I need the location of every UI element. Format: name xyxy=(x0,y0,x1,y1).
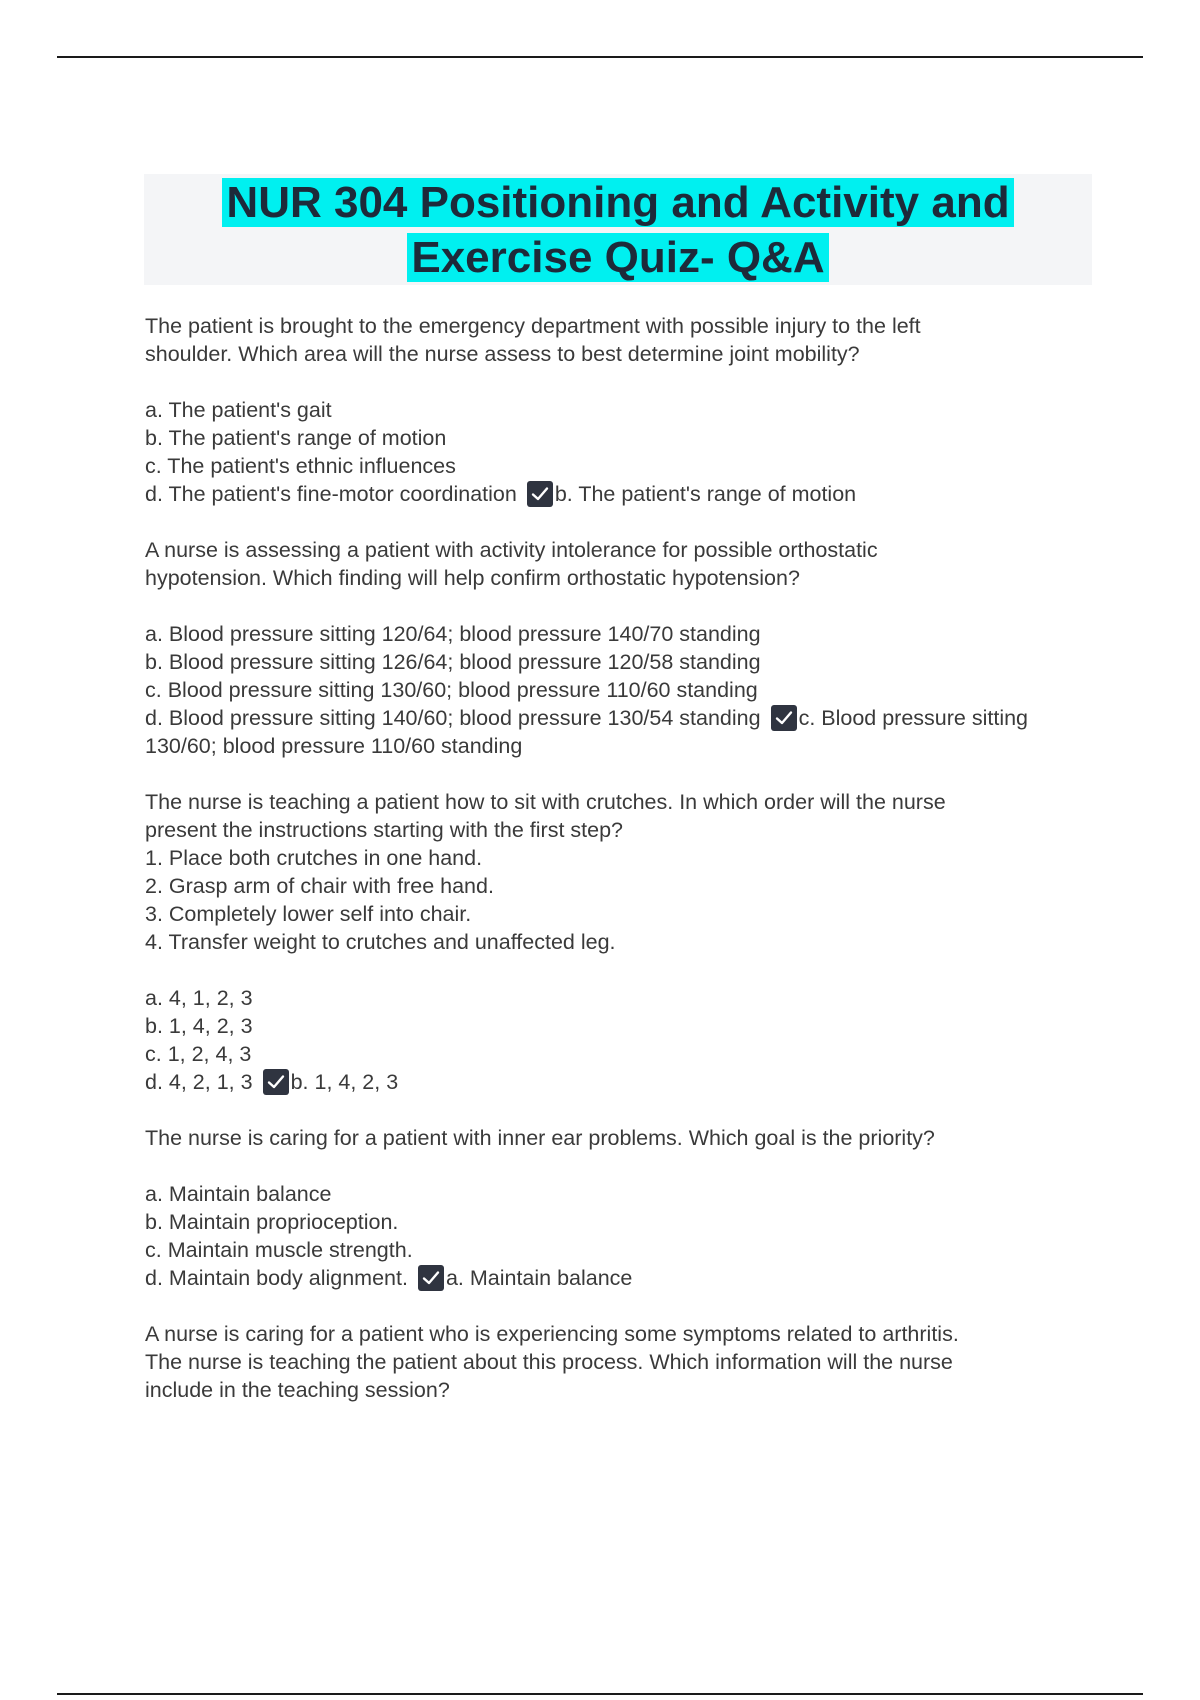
quiz-content xyxy=(145,312,1075,1432)
option-b: b. The patient's range of motion xyxy=(145,426,447,450)
option-d: d. The patient's fine-motor coordination xyxy=(145,482,517,506)
option-c: c. Blood pressure sitting 130/60; blood pressure 110/60 standing xyxy=(145,678,758,702)
question-text: A nurse is caring for a patient who is experiencing some symptoms related to arthritis. The nurse is teaching the patient about this process. Which information will the nurse include in the teaching session? xyxy=(145,1322,959,1402)
checkmark-icon xyxy=(771,705,797,731)
title-line-1: NUR 304 Positioning and Activity and xyxy=(222,178,1013,227)
option-d-with-answer xyxy=(145,1068,1075,1096)
answer-text: a. Maintain balance xyxy=(445,1266,633,1290)
answer-text: b. 1, 4, 2, 3 xyxy=(290,1070,399,1094)
option-d-with-answer xyxy=(145,480,1075,508)
question-text: A nurse is assessing a patient with activity intolerance for possible orthostatic hypotension. Which finding will help confirm orthostatic hypotension? xyxy=(145,538,878,590)
option-a: a. Maintain balance xyxy=(145,1182,332,1206)
question-2 xyxy=(145,536,1075,760)
question-text: The nurse is caring for a patient with inner ear problems. Which goal is the priority? xyxy=(145,1126,935,1150)
checkmark-icon xyxy=(418,1265,444,1291)
checkmark-icon xyxy=(263,1069,289,1095)
option-b: b. Blood pressure sitting 126/64; blood pressure 120/58 standing xyxy=(145,650,761,674)
checkmark-icon xyxy=(527,481,553,507)
option-b: b. Maintain proprioception. xyxy=(145,1210,399,1234)
bottom-rule xyxy=(57,1693,1143,1695)
options-list xyxy=(145,984,1075,1096)
options-list xyxy=(145,620,1075,760)
answer-text: b. The patient's range of motion xyxy=(554,482,857,506)
title-line-2: Exercise Quiz- Q&A xyxy=(407,233,828,282)
question-5 xyxy=(145,1320,1075,1404)
question-text: The patient is brought to the emergency department with possible injury to the left shoulder. Which area will the nurse assess to best determine joint mobility? xyxy=(145,314,921,366)
question-3 xyxy=(145,788,1075,1096)
option-d: d. Blood pressure sitting 140/60; blood pressure 130/54 standing xyxy=(145,706,761,730)
top-rule xyxy=(57,56,1143,58)
option-c: c. 1, 2, 4, 3 xyxy=(145,1042,252,1066)
step-4: 4. Transfer weight to crutches and unaffected leg. xyxy=(145,930,616,954)
option-d-with-answer xyxy=(145,1264,1075,1292)
option-c: c. The patient's ethnic influences xyxy=(145,454,456,478)
option-c: c. Maintain muscle strength. xyxy=(145,1238,413,1262)
answer-text: c. Blood pressure sitting 130/60; blood pressure 110/60 standing xyxy=(145,706,1029,758)
step-3: 3. Completely lower self into chair. xyxy=(145,902,472,926)
option-d-with-answer xyxy=(145,704,1075,760)
question-1 xyxy=(145,312,1075,508)
page-title xyxy=(222,175,1013,285)
question-text: The nurse is teaching a patient how to sit with crutches. In which order will the nurse present the instructions starting with the first step? xyxy=(145,790,946,842)
steps-list xyxy=(145,844,1075,956)
option-a: a. 4, 1, 2, 3 xyxy=(145,986,253,1010)
option-a: a. Blood pressure sitting 120/64; blood pressure 140/70 standing xyxy=(145,622,761,646)
step-2: 2. Grasp arm of chair with free hand. xyxy=(145,874,494,898)
option-d: d. 4, 2, 1, 3 xyxy=(145,1070,253,1094)
options-list xyxy=(145,396,1075,508)
option-a: a. The patient's gait xyxy=(145,398,332,422)
title-banner xyxy=(144,174,1092,285)
option-d: d. Maintain body alignment. xyxy=(145,1266,408,1290)
question-4 xyxy=(145,1124,1075,1292)
option-b: b. 1, 4, 2, 3 xyxy=(145,1014,253,1038)
options-list xyxy=(145,1180,1075,1292)
step-1: 1. Place both crutches in one hand. xyxy=(145,846,483,870)
